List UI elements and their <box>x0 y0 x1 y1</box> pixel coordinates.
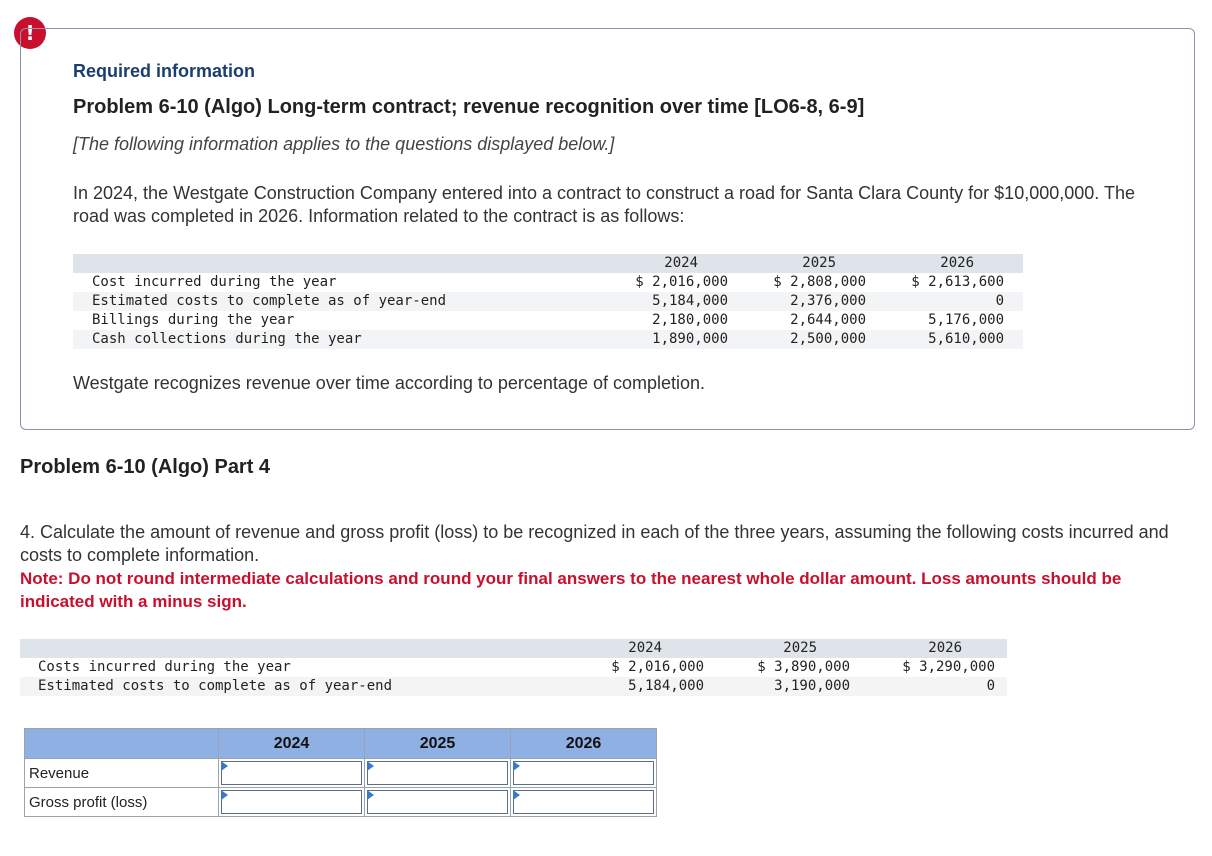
row-label: Estimated costs to complete as of year-end <box>92 293 447 309</box>
part-title: Problem 6-10 (Algo) Part 4 <box>20 456 271 478</box>
recognition-statement: Westgate recognizes revenue over time according to percentage of completion. <box>73 373 706 393</box>
grid-year-header: 2026 <box>511 729 657 759</box>
cell-value: $ 3,290,000 <box>902 659 995 675</box>
cell-value: 1,890,000 <box>652 331 728 347</box>
alert-icon: ! <box>14 17 46 49</box>
year-header: 2026 <box>940 255 974 271</box>
year-header: 2025 <box>783 640 817 656</box>
cell-value: 0 <box>995 293 1004 309</box>
cell-value: 2,500,000 <box>790 331 866 347</box>
table-header-row <box>20 639 1007 658</box>
contract-info-table <box>73 254 1023 354</box>
row-label: Cost incurred during the year <box>92 274 337 290</box>
problem-title: Problem 6-10 (Algo) Long-term contract; revenue recognition over time [LO6-8, 6-9] <box>73 96 865 118</box>
revenue-2024-input[interactable] <box>219 759 365 788</box>
table-row <box>73 330 1023 349</box>
revenue-2025-input[interactable] <box>365 759 511 788</box>
input-marker-icon <box>513 761 520 771</box>
cell-value: $ 2,808,000 <box>773 274 866 290</box>
table-row <box>20 658 1007 677</box>
row-label: Costs incurred during the year <box>38 659 291 675</box>
gross-profit-2025-input[interactable] <box>365 788 511 817</box>
rounding-note: Note: Do not round intermediate calculations and round your final answers to the nearest whole dollar amount. Loss amounts should be indicated with a minus sign. <box>20 569 1122 611</box>
cell-value: 5,176,000 <box>928 312 1004 328</box>
costs-info-table <box>20 639 1007 699</box>
cell-value: 0 <box>986 678 995 694</box>
year-header: 2024 <box>664 255 698 271</box>
cell-value: 5,610,000 <box>928 331 1004 347</box>
cell-value: 2,644,000 <box>790 312 866 328</box>
required-information-heading: Required information <box>73 61 256 81</box>
cell-value: 2,376,000 <box>790 293 866 309</box>
input-marker-icon <box>221 761 228 771</box>
row-label: Billings during the year <box>92 312 295 328</box>
grid-year-header: 2025 <box>365 729 511 759</box>
required-information-box <box>20 28 1195 430</box>
table-row <box>20 677 1007 696</box>
cell-value: 5,184,000 <box>652 293 728 309</box>
answer-grid <box>24 728 657 817</box>
table-row <box>73 311 1023 330</box>
answer-row-gross-profit <box>25 788 657 817</box>
table-row <box>73 292 1023 311</box>
answer-row-revenue <box>25 759 657 788</box>
applies-note: [The following information applies to the questions displayed below.] <box>73 134 615 154</box>
table-row <box>73 273 1023 292</box>
cell-value: $ 2,613,600 <box>911 274 1004 290</box>
revenue-2026-input[interactable] <box>511 759 657 788</box>
year-header: 2026 <box>928 640 962 656</box>
intro-paragraph: In 2024, the Westgate Construction Company entered into a contract to construct a road for Santa Clara County for $10,000,000. The road was completed in 2026. Information related to the contract is as follows: <box>73 183 1135 226</box>
cell-value: 2,180,000 <box>652 312 728 328</box>
grid-year-header: 2024 <box>219 729 365 759</box>
answer-row-label: Gross profit (loss) <box>25 788 219 817</box>
row-label: Estimated costs to complete as of year-end <box>38 678 393 694</box>
question-text: 4. Calculate the amount of revenue and gross profit (loss) to be recognized in each of the three years, assuming the following costs incurred and costs to complete information. <box>20 522 1169 565</box>
cell-value: $ 2,016,000 <box>611 659 704 675</box>
answer-grid-header <box>25 729 657 759</box>
cell-value: $ 3,890,000 <box>757 659 850 675</box>
year-header: 2025 <box>802 255 836 271</box>
input-marker-icon <box>367 790 374 800</box>
table-header-row <box>73 254 1023 273</box>
input-marker-icon <box>221 790 228 800</box>
cell-value: 5,184,000 <box>628 678 704 694</box>
input-marker-icon <box>513 790 520 800</box>
input-marker-icon <box>367 761 374 771</box>
grid-corner <box>25 729 219 759</box>
gross-profit-2024-input[interactable] <box>219 788 365 817</box>
cell-value: 3,190,000 <box>774 678 850 694</box>
year-header: 2024 <box>628 640 662 656</box>
gross-profit-2026-input[interactable] <box>511 788 657 817</box>
cell-value: $ 2,016,000 <box>635 274 728 290</box>
row-label: Cash collections during the year <box>92 331 362 347</box>
answer-row-label: Revenue <box>25 759 219 788</box>
